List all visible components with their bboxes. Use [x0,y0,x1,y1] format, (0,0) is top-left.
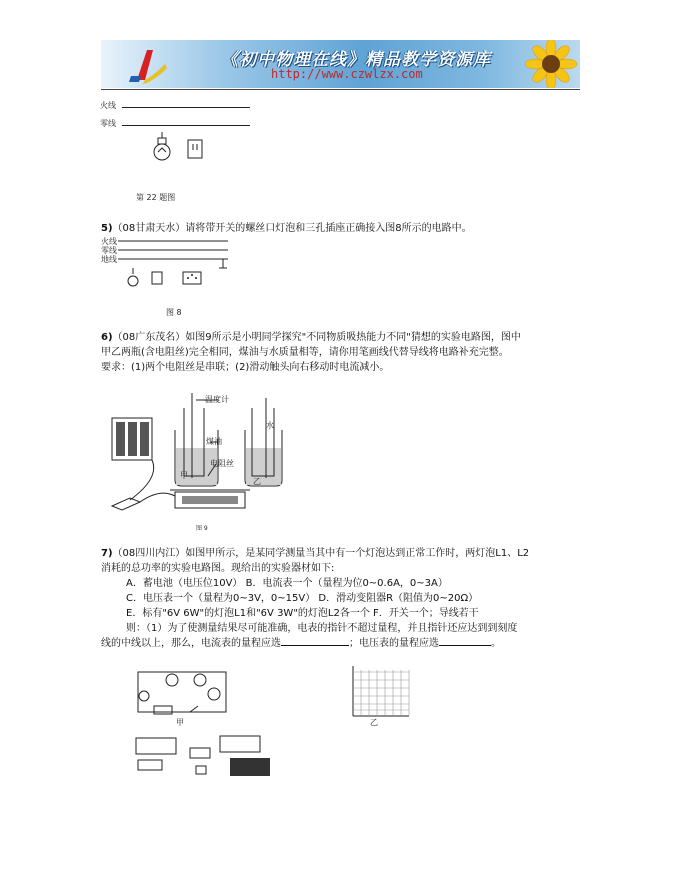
q6-experiment-figure [100,388,300,538]
q7-question-line-2: 线的中线以上，那么，电流表的量程应选 ；电压表的量程应选 。 [101,638,501,649]
header-rule [101,89,580,90]
site-url: http://www.czwlzx.com [271,67,423,81]
q5-wire-live: 火线 [101,237,117,246]
q5-wire-neutral: 零线 [101,246,117,255]
fig-a-label: 甲 [176,718,184,727]
q5-text [101,221,472,236]
q7-question-line-1: 则：（1）为了使测量结果尽可能准确，电表的指针不超过量程，并且指针还应达到到刻度 [126,623,518,634]
q5-wire-ground: 地线 [101,255,117,264]
ammeter-range-blank[interactable] [281,645,349,646]
q7-apparatus-figure [130,728,280,784]
q5-body: （08甘肃天水）请将带开关的螺丝口灯泡和三孔插座正确接入图8所示的电路中。 [112,223,472,234]
q7-graph-grid [343,662,423,732]
jar-a-label: 甲 [180,471,188,480]
q7-option-ab: A．蓄电池（电压位10V） B．电流表一个（量程为位0~0.6A，0~3A） [126,578,448,589]
water-label: 水 [266,421,274,430]
neutral-wire-label: 零线 [100,119,116,128]
thermometer-label: 温度计 [205,395,229,404]
fig-b-label: 乙 [370,718,378,727]
top-figure-caption: 第 22 题图 [136,193,176,202]
kerosene-label: 煤油 [206,437,222,446]
sunflower-icon [521,40,580,88]
live-wire-line [122,107,250,108]
q5-number: 5) [101,223,113,234]
neutral-wire-line [122,125,250,126]
q5-circuit-figure [118,236,238,296]
q7-line-1: 7)（08四川内江）如图甲所示，是某同学测量当其中有一个灯泡达到正常工作时，两灯泡L1、L2 [101,548,530,559]
jar-b-label: 乙 [253,477,261,486]
q6-number: 6) [101,332,113,343]
header-banner [101,40,580,88]
live-wire-label: 火线 [100,101,116,110]
resistor-wire-label: 电阻丝 [210,459,234,468]
q7-option-ef: E．标有"6V 6W"的灯泡L1和"6V 3W"的灯泡L2各一个 F．开关一个；导线若干 [126,608,479,619]
q6-figure-caption: 图 9 [196,525,208,532]
bulb-socket-figure [145,130,215,166]
q6-line-3: 要求：(1)两个电阻丝是串联；(2)滑动触头向右移动时电流减小。 [101,362,390,373]
q7-option-cd: C．电压表一个（量程为0~3V，0~15V） D．滑动变阻器R（阻值为0~20Ω） [126,593,479,604]
q7-line-2: 消耗的总功率的实验电路图。现给出的实验器材如下: [101,563,335,574]
q7-circuit-diagram [130,662,240,722]
q5-figure-caption: 图 8 [166,308,182,317]
voltmeter-range-blank[interactable] [439,645,491,646]
site-title: 《初中物理在线》精品教学资源库 [221,50,491,70]
q6-line-1: 6)（08广东茂名）如图9所示是小明同学探究"不同物质吸热能力不同"猜想的实验电路图，图中 [101,332,521,343]
q6-line-2: 甲乙两瓶(含电阻丝)完全相同，煤油与水质量相等，请你用笔画线代替导线将电路补充完整。 [101,347,509,358]
site-logo [129,46,169,84]
q7-number: 7) [101,548,113,559]
